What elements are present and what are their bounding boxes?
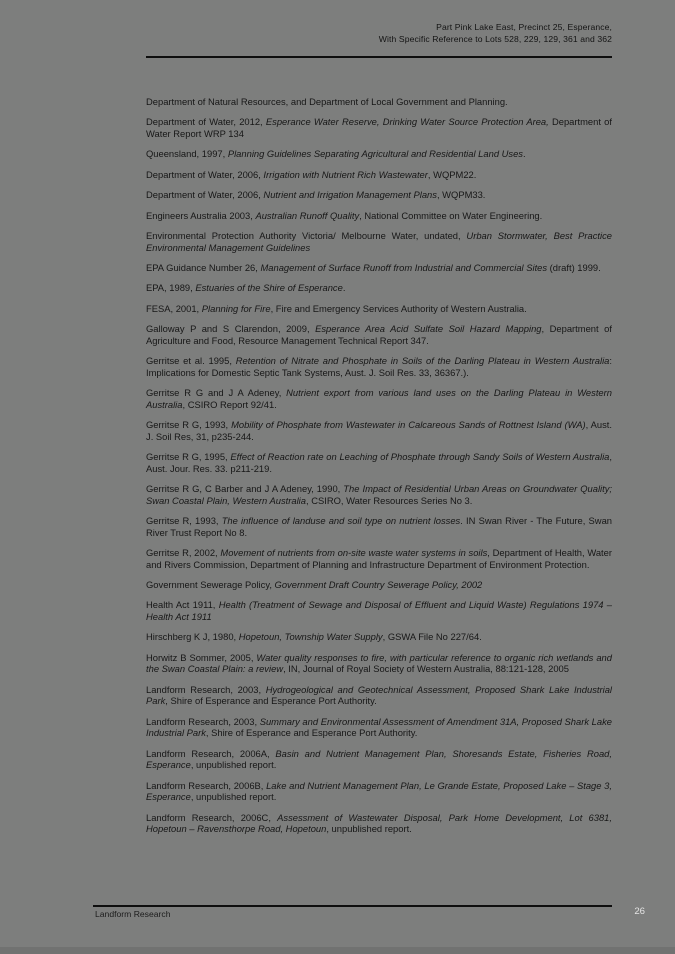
reference-item: Gerritse R G, 1993, Mobility of Phosphate from Wastewater in Calcareous Sands of Rottnest Island (WA), Aust. J. Soil Res, 31, p235-244. <box>146 419 613 442</box>
reference-item: Landform Research, 2003, Hydrogeological and Geotechnical Assessment, Proposed Shark Lake Industrial Park, Shire of Esperance and Esperance Port Authority. <box>146 683 612 707</box>
footer-divider <box>93 905 612 907</box>
page-header <box>379 21 612 45</box>
reference-item: Department of Water, 2012, Esperance Water Reserve, Drinking Water Source Protection Area, Department of Water Report WRP 134 <box>146 116 612 139</box>
reference-item: Health Act 1911, Health (Treatment of Sewage and Disposal of Effluent and Liquid Waste) Regulations 1974 – Health Act 1911 <box>146 599 612 622</box>
reference-item: EPA Guidance Number 26, Management of Surface Runoff from Industrial and Commercial Sites (draft) 1999. <box>146 261 601 273</box>
reference-item: Department of Water, 2006, Irrigation with Nutrient Rich Wastewater, WQPM22. <box>146 168 477 180</box>
reference-item: Department of Water, 2006, Nutrient and Irrigation Management Plans, WQPM33. <box>146 189 486 201</box>
reference-item: Landform Research, 2003, Summary and Environmental Assessment of Amendment 31A, Proposed Shark Lake Industrial Park, Shire of Esperance and Esperance Port Authority. <box>146 715 612 739</box>
footer-author: Landform Research <box>95 909 171 919</box>
reference-item: Gerritse R G, 1995, Effect of Reaction rate on Leaching of Phosphate through Sandy Soils of Western Australia, Aust. Jour. Res. 33. p211-219. <box>146 451 612 474</box>
reference-item: EPA, 1989, Estuaries of the Shire of Esperance. <box>146 282 346 294</box>
header-divider <box>146 56 612 58</box>
reference-item: Gerritse R G and J A Adeney, Nutrient export from various land uses on the Darling Plateau in Western Australia, CSIRO Report 92/41. <box>146 387 612 410</box>
reference-item: Gerritse R, 2002, Movement of nutrients from on-site waste water systems in soils, Department of Health, Water and Rivers Commission, Department of Planning and Infrastructure Department of Environment Protection. <box>146 546 613 570</box>
reference-item: Queensland, 1997, Planning Guidelines Separating Agricultural and Residential Land Uses. <box>146 148 526 160</box>
reference-item: Gerritse R G, C Barber and J A Adeney, 1990, The Impact of Residential Urban Areas on Groundwater Quality; Swan Coastal Plain, Western Australia, CSIRO, Water Resources Series No 3. <box>146 483 613 506</box>
reference-item: Gerritse R, 1993, The influence of landuse and soil type on nutrient losses. IN Swan River - The Future, Swan River Trust Report No 8. <box>146 515 612 538</box>
reference-item: FESA, 2001, Planning for Fire, Fire and Emergency Services Authority of Western Australia. <box>146 302 527 314</box>
reference-item: Department of Natural Resources, and Department of Local Government and Planning. <box>146 96 508 107</box>
reference-item: Horwitz B Sommer, 2005, Water quality responses to fire, with particular reference to organic rich wetlands and the Swan Coastal Plain: a review, IN, Journal of Royal Society of Western Australia, 88:121-128, 2005 <box>146 651 612 675</box>
header-line-1: Part Pink Lake East, Precinct 25, Esperance, <box>436 22 612 32</box>
reference-item: Landform Research, 2006B, Lake and Nutrient Management Plan, Le Grande Estate, Proposed Lake – Stage 3, Esperance, unpublished report. <box>146 779 612 803</box>
reference-item: Galloway P and S Clarendon, 2009, Esperance Area Acid Sulfate Soil Hazard Mapping, Department of Agriculture and Food, Resource Management Technical Report 347. <box>146 323 612 346</box>
reference-item: Environmental Protection Authority Victoria/ Melbourne Water, undated, Urban Stormwater, Best Practice Environmental Management Guidelines <box>146 229 612 253</box>
reference-item: Landform Research, 2006A, Basin and Nutrient Management Plan, Shoresands Estate, Fisheries Road, Esperance, unpublished report. <box>146 747 612 771</box>
reference-item: Government Sewerage Policy, Government Draft Country Sewerage Policy, 2002 <box>146 578 483 590</box>
references-list <box>146 96 612 844</box>
reference-item: Landform Research, 2006C, Assessment of Wastewater Disposal, Park Home Development, Lot 6381, Hopetoun – Ravensthorpe Road, Hopetoun, unpublished report. <box>146 811 612 835</box>
scan-bottom-edge <box>0 947 675 954</box>
reference-item: Gerritse et al. 1995, Retention of Nitrate and Phosphate in Soils of the Darling Plateau in Western Australia: Implications for Domestic Septic Tank Systems, Aust. J. Soil Res. 33, 36367.). <box>146 355 612 378</box>
reference-item: Engineers Australia 2003, Australian Runoff Quality, National Committee on Water Engineering. <box>146 209 543 221</box>
page-number: 26 <box>634 906 645 917</box>
reference-item: Hirschberg K J, 1980, Hopetoun, Township Water Supply, GSWA File No 227/64. <box>146 631 482 643</box>
header-line-2: With Specific Reference to Lots 528, 229, 129, 361 and 362 <box>378 34 612 44</box>
